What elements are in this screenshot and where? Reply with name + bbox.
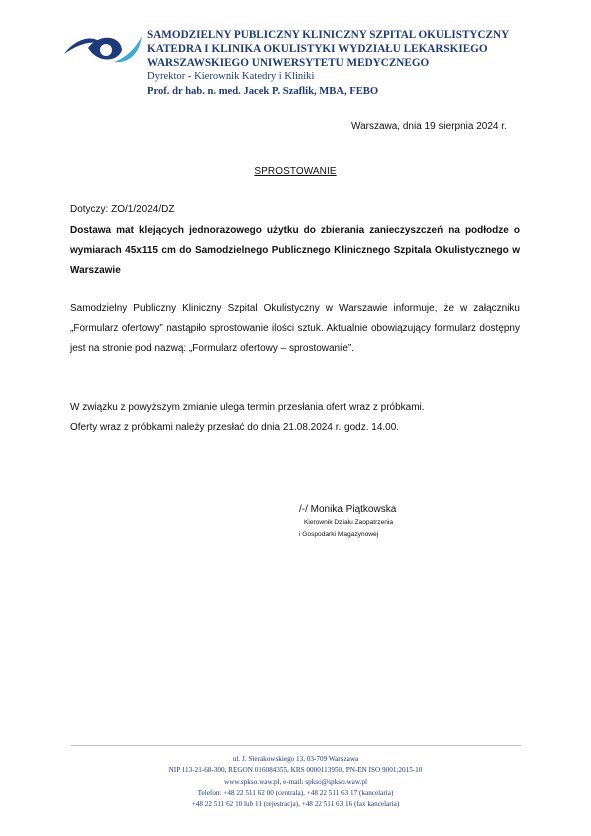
footer-web-email: www.spkso.waw.pl, e-mail: spkso@spkso.waw.pl	[224, 778, 367, 786]
footer-divider	[71, 745, 521, 746]
logo-pupil	[100, 44, 112, 56]
signature-name: /-/ Monika Piątkowska	[299, 504, 397, 515]
letter-title: SPROSTOWANIE	[254, 166, 337, 177]
letterhead-director-line: Dyrektor - Kierownik Katedry i Kliniki	[147, 71, 315, 82]
letter-subject: Dostawa mat klejących jednorazowego użytku do zbierania zanieczyszczeń na podłodze o wymiarach 45x115 cm do Samodzielnego Publicznego Klinicznego Szpitala Okulistycznego w Warszawie	[70, 225, 520, 276]
letterhead-director-name: Prof. dr hab. n. med. Jacek P. Szaflik, MBA, FEBO	[147, 86, 379, 97]
signature-role-line-1: Kierownik Działu Zaopatrzenia	[304, 519, 394, 526]
hospital-logo	[62, 28, 144, 70]
footer-registration-ids: NIP 113-21-68-300, REGON 016084355, KRS 0000113950, PN-EN ISO 9001:2015-10	[168, 766, 423, 774]
letterhead-line-3: WARSZAWSKIEGO UNIWERSYTETU MEDYCZNEGO	[147, 57, 430, 69]
letter-date: Warszawa, dnia 19 sierpnia 2024 r.	[351, 121, 507, 132]
letterhead-line-2: KATEDRA I KLINIKA OKULISTYKI WYDZIAŁU LEKARSKIEGO	[147, 43, 488, 55]
footer-phones-1: Telefon: +48 22 511 62 00 (centrala), +48 22 511 63 17 (kancelaria)	[197, 789, 394, 797]
footer-address: ul. J. Sierakowskiego 13, 03-709 Warszawa	[232, 755, 359, 763]
letterhead-line-1: SAMODZIELNY PUBLICZNY KLINICZNY SZPITAL OKULISTYCZNY	[147, 29, 510, 41]
signature-role-line-2: i Gospodarki Magazynowej	[299, 531, 379, 538]
letter-reference: Dotyczy: ZO/1/2024/DZ	[70, 204, 175, 215]
footer-phones-2: +48 22 511 62 10 lub 11 (rejestracja), +48 22 511 63 16 (fax kancelaria)	[191, 800, 400, 808]
letter-body: Samodzielny Publiczny Kliniczny Szpital Okulistyczny w Warszawie informuje, że w załączniku „Formularz ofertowy” nastąpiło sprostowanie ilości sztuk. Aktualnie obowiązujący formularz dostępny jest na stronie pod nazwą: „Formularz ofertowy – sprostowanie”.	[70, 303, 520, 354]
letter-notice-line-2: Oferty wraz z próbkami należy przesłać do dnia 21.08.2024 r. godz. 14.00.	[70, 422, 400, 433]
letter-notice-line-1: W związku z powyższym zmianie ulega termin przesłania ofert wraz z próbkami.	[70, 402, 425, 413]
